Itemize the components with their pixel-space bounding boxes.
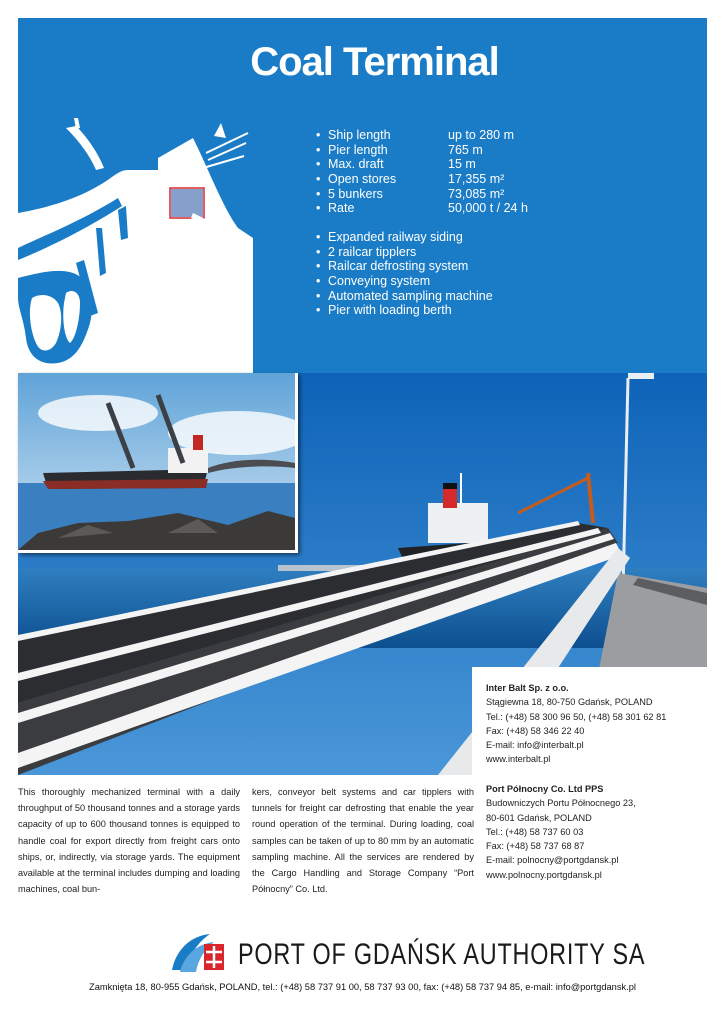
feature-label: Railcar defrosting system <box>328 259 469 274</box>
bullet-icon: • <box>316 230 321 244</box>
contact-web[interactable]: www.polnocny.portgdansk.pl <box>486 869 602 880</box>
port-authority-logo-icon <box>170 930 232 976</box>
header-panel <box>18 18 707 373</box>
contact-fax: Fax: (+48) 58 737 68 87 <box>486 841 585 852</box>
spec-value: 765 m <box>448 142 483 157</box>
feature-row <box>316 230 696 245</box>
bullet-icon: • <box>316 172 321 187</box>
feature-row <box>316 259 696 274</box>
contact-address: Stągiewna 18, 80-750 Gdańsk, POLAND <box>486 697 653 708</box>
feature-row <box>316 303 696 318</box>
spec-row <box>316 201 696 216</box>
spec-value: 15 m <box>448 157 476 172</box>
bullet-icon: • <box>316 274 321 289</box>
feature-label: Automated sampling machine <box>328 288 493 303</box>
spec-row <box>316 143 696 158</box>
spec-value: up to 280 m <box>448 128 515 142</box>
contact-name: Port Północny Co. Ltd PPS <box>486 784 604 794</box>
logo-wordmark: PORT OF GDAŃSK AUTHORITY SA <box>238 938 646 971</box>
bullet-icon: • <box>316 201 321 216</box>
feature-row <box>316 274 696 289</box>
contact-email[interactable]: E-mail: info@interbalt.pl <box>486 740 584 751</box>
spec-value: 17,355 m² <box>448 172 505 187</box>
spec-label: 5 bunkers <box>328 186 383 201</box>
feature-list <box>316 230 696 318</box>
feature-label: Expanded railway siding <box>328 230 463 244</box>
spec-label: Pier length <box>328 142 388 157</box>
page-title: Coal Terminal <box>250 40 499 84</box>
feature-label: Conveying system <box>328 274 431 289</box>
footer-address: Zamknięta 18, 80-955 Gdańsk, POLAND, tel.: (+48) 58 737 91 00, 58 737 93 00, fax: (+48) 58 737 94 85, e-mail: info@portgdansk.pl <box>89 982 636 992</box>
spec-label: Open stores <box>328 172 397 187</box>
bullet-icon: • <box>316 186 321 201</box>
feature-label: 2 railcar tipplers <box>328 244 417 259</box>
contact-fax: Fax: (+48) 58 346 22 40 <box>486 725 585 736</box>
bullet-icon: • <box>316 157 321 172</box>
bullet-icon: • <box>316 244 321 259</box>
spec-row <box>316 157 696 172</box>
spec-value: 50,000 t / 24 h <box>448 201 528 216</box>
feature-row <box>316 289 696 304</box>
description-column-1: This thoroughly mechanized terminal with a daily throughput of 50 thousand tonnes and a storage yards capacity of up to 600 thousand tonnes is equipped to handle coal for export directly from freight cars onto ships, or, indirectly, via storage yards. The equipment available at the terminal includes dumping and loading machines, coal bun- <box>18 787 240 895</box>
contact-inter-balt <box>472 667 707 775</box>
spec-label: Ship length <box>328 128 391 142</box>
spec-row <box>316 187 696 202</box>
contact-address: Budowniczych Portu Północnego 23, <box>486 798 636 809</box>
contact-address: 80-601 Gdańsk, POLAND <box>486 812 592 823</box>
bullet-icon: • <box>316 142 321 157</box>
spec-label: Max. draft <box>328 157 384 172</box>
footer-bar <box>18 980 707 1004</box>
spec-list <box>316 128 696 216</box>
feature-label: Pier with loading berth <box>328 303 452 318</box>
contact-email[interactable]: E-mail: polnocny@portgdansk.pl <box>486 855 619 866</box>
contact-tel: Tel.: (+48) 58 737 60 03 <box>486 826 584 837</box>
bullet-icon: • <box>316 303 321 318</box>
contact-tel: Tel.: (+48) 58 300 96 50, (+48) 58 301 62 81 <box>486 711 667 722</box>
spec-row <box>316 128 696 143</box>
spec-row <box>316 172 696 187</box>
bullet-icon: • <box>316 259 321 274</box>
port-map <box>18 98 258 373</box>
spec-value: 73,085 m² <box>448 186 505 201</box>
feature-row <box>316 245 696 260</box>
bullet-icon: • <box>316 128 321 142</box>
ship-loading-photo <box>18 373 298 553</box>
contact-port-polnocny <box>486 782 636 882</box>
bullet-icon: • <box>316 288 321 303</box>
description-column-2: kers, conveyor belt systems and car tipplers with tunnels for freight car defrosting that enable the year round operation of the terminal. During loading, coal samples can be taken of up to 80 mm by an automatic sampling machine. All the services are rendered by the Cargo Handling and Storage Company “Port Północny” Co. Ltd. <box>252 787 474 895</box>
spec-label: Rate <box>328 201 355 216</box>
contact-name: Inter Balt Sp. z o.o. <box>486 683 569 693</box>
contact-web[interactable]: www.interbalt.pl <box>486 754 551 765</box>
